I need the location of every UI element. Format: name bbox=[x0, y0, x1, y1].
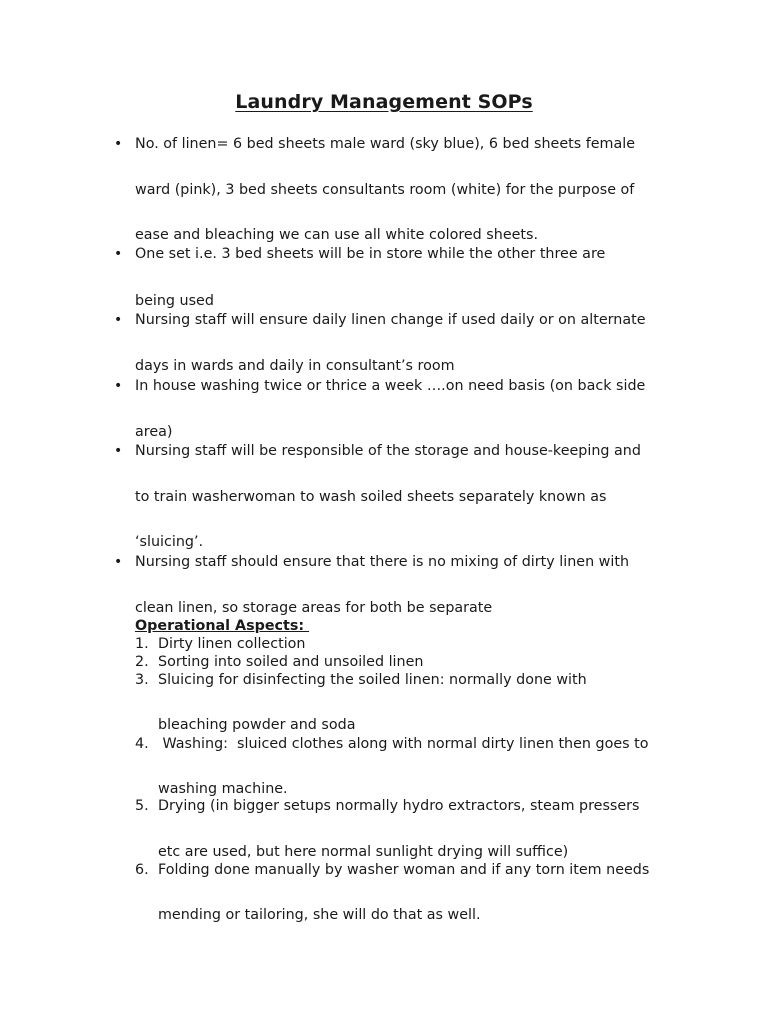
bullet-2-line-2: being used bbox=[135, 293, 214, 309]
section-heading: Operational Aspects: bbox=[135, 618, 310, 634]
bullet-5-line-2: to train washerwoman to wash soiled sheets separately known as bbox=[135, 489, 607, 505]
bullet-1-line-2: ward (pink), 3 bed sheets consultants room (white) for the purpose of bbox=[135, 182, 635, 198]
step-3-line-2: bleaching powder and soda bbox=[158, 717, 356, 733]
step-number: 6. bbox=[135, 862, 149, 878]
bullet-2-line-1: One set i.e. 3 bed sheets will be in store while the other three are bbox=[135, 246, 606, 262]
bullet-4-line-2: area) bbox=[135, 424, 173, 440]
bullet-icon: • bbox=[114, 136, 123, 152]
step-5-line-1: Drying (in bigger setups normally hydro extractors, steam pressers bbox=[158, 798, 640, 814]
bullet-6-line-2: clean linen, so storage areas for both be separate bbox=[135, 600, 493, 616]
step-number: 1. bbox=[135, 636, 149, 652]
bullet-1-line-1: No. of linen= 6 bed sheets male ward (sky blue), 6 bed sheets female bbox=[135, 136, 636, 152]
step-1-line-1: Dirty linen collection bbox=[158, 636, 306, 652]
step-6-line-1: Folding done manually by washer woman and if any torn item needs bbox=[158, 862, 650, 878]
bullet-icon: • bbox=[114, 554, 123, 570]
bullet-5-line-1: Nursing staff will be responsible of the storage and house-keeping and bbox=[135, 443, 641, 459]
bullet-3-line-1: Nursing staff will ensure daily linen change if used daily or on alternate bbox=[135, 312, 646, 328]
step-4-line-1: Washing: sluiced clothes along with normal dirty linen then goes to bbox=[158, 736, 649, 752]
bullet-6-line-1: Nursing staff should ensure that there is no mixing of dirty linen with bbox=[135, 554, 630, 570]
bullet-5-line-3: ‘sluicing’. bbox=[135, 534, 204, 550]
bullet-icon: • bbox=[114, 443, 123, 459]
bullet-icon: • bbox=[114, 312, 123, 328]
step-2-line-1: Sorting into soiled and unsoiled linen bbox=[158, 654, 424, 670]
step-6-line-2: mending or tailoring, she will do that as well. bbox=[158, 907, 481, 923]
step-5-line-2: etc are used, but here normal sunlight drying will suffice) bbox=[158, 844, 569, 860]
step-number: 4. bbox=[135, 736, 149, 752]
bullet-icon: • bbox=[114, 246, 123, 262]
bullet-4-line-1: In house washing twice or thrice a week ….on need basis (on back side bbox=[135, 378, 646, 394]
step-number: 2. bbox=[135, 654, 149, 670]
step-3-line-1: Sluicing for disinfecting the soiled linen: normally done with bbox=[158, 672, 587, 688]
bullet-3-line-2: days in wards and daily in consultant’s room bbox=[135, 358, 455, 374]
step-number: 5. bbox=[135, 798, 149, 814]
page-title: Laundry Management SOPs bbox=[235, 91, 533, 113]
bullet-1-line-3: ease and bleaching we can use all white colored sheets. bbox=[135, 227, 539, 243]
bullet-icon: • bbox=[114, 378, 123, 394]
step-number: 3. bbox=[135, 672, 149, 688]
step-4-line-2: washing machine. bbox=[158, 781, 288, 797]
